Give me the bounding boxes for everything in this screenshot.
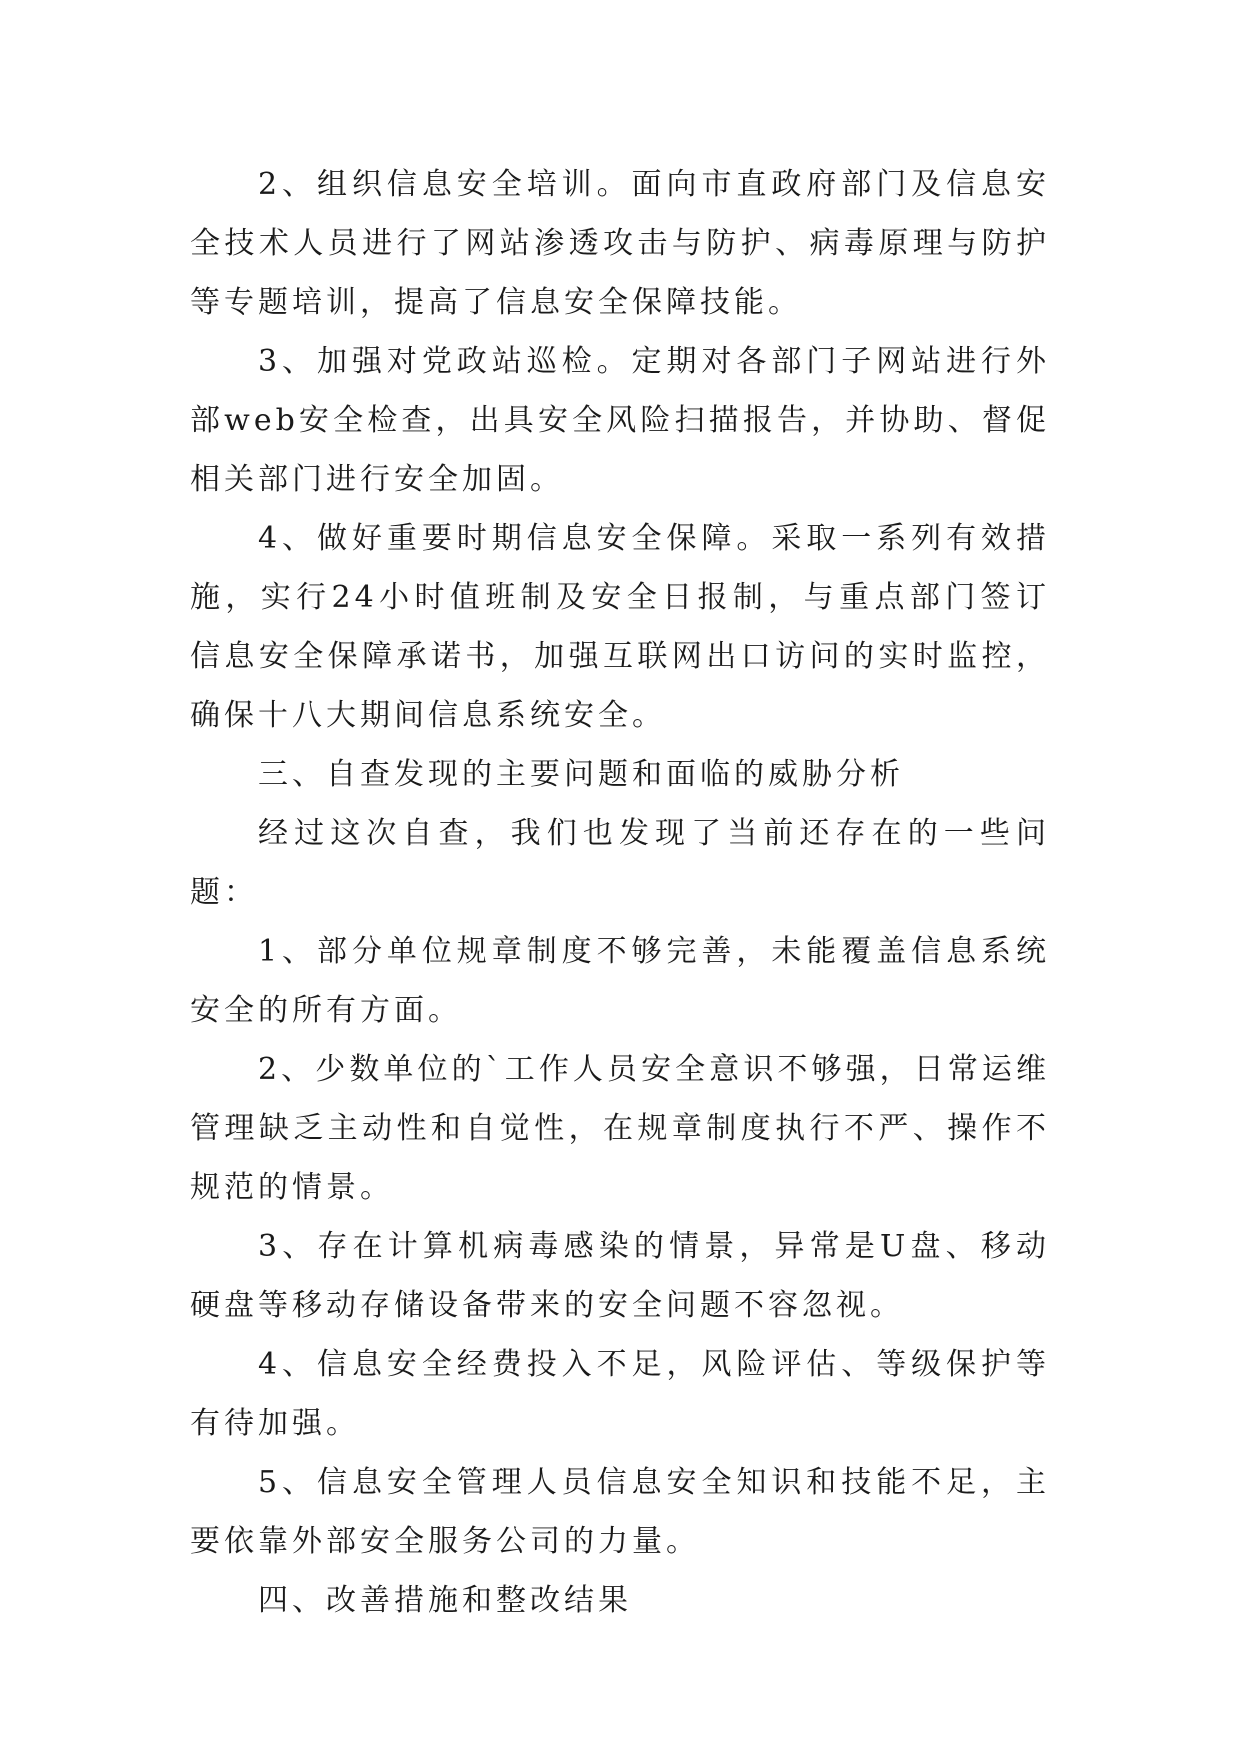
paragraph-key-period-security: 4、做好重要时期信息安全保障。采取一系列有效措施，实行24小时值班制及安全日报制，与重点部门签订信息安全保障承诺书，加强互联网出口访问的实时监控，确保十八大期间信息系统安全。 <box>190 521 1050 733</box>
paragraph-training: 2、组织信息安全培训。面向市直政府部门及信息安全技术人员进行了网站渗透攻击与防护、病毒原理与防护等专题培训，提高了信息安全保障技能。 <box>190 167 1050 320</box>
paragraph-site-inspection: 3、加强对党政站巡检。定期对各部门子网站进行外部web安全检查，出具安全风险扫描报告，并协助、督促相关部门进行安全加固。 <box>190 344 1050 497</box>
paragraph-problems-intro: 经过这次自查，我们也发现了当前还存在的一些问题： <box>190 816 1050 910</box>
paragraph-problem-2: 2、少数单位的`工作人员安全意识不够强，日常运维管理缺乏主动性和自觉性，在规章制度执行不严、操作不规范的情景。 <box>190 1052 1050 1205</box>
paragraph-problem-3: 3、存在计算机病毒感染的情景，异常是U盘、移动硬盘等移动存储设备带来的安全问题不容忽视。 <box>190 1229 1050 1323</box>
paragraph-problem-1: 1、部分单位规章制度不够完善，未能覆盖信息系统安全的所有方面。 <box>190 934 1050 1028</box>
paragraph-problem-4: 4、信息安全经费投入不足，风险评估、等级保护等有待加强。 <box>190 1347 1050 1441</box>
paragraph-problem-5: 5、信息安全管理人员信息安全知识和技能不足，主要依靠外部安全服务公司的力量。 <box>190 1465 1050 1559</box>
section-heading-improvements: 四、改善措施和整改结果 <box>258 1583 632 1618</box>
document-body <box>190 155 1050 1630</box>
section-heading-problems: 三、自查发现的主要问题和面临的威胁分析 <box>258 757 904 792</box>
